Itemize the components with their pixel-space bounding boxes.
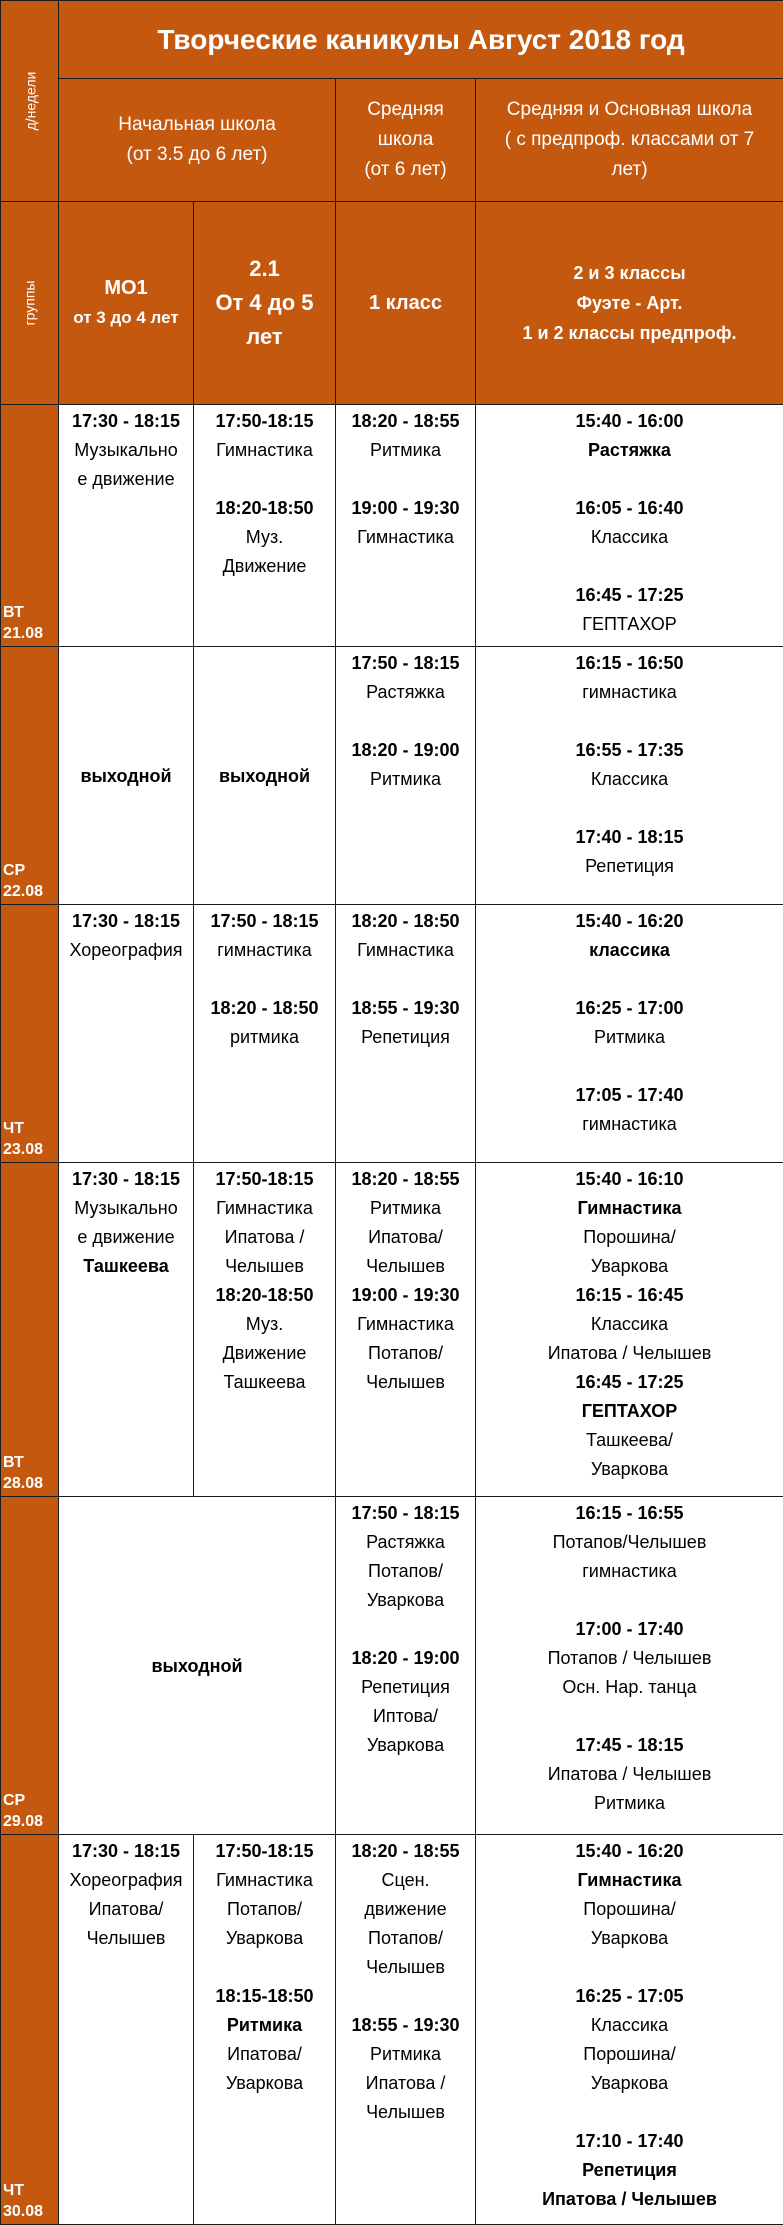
week-column-label: д/недели (1, 1, 59, 202)
slot-text: Гимнастика (194, 1866, 335, 1895)
slot-text: Потапов/Челышев (476, 1528, 783, 1557)
slot-text: Растяжка (336, 1528, 475, 1557)
slot-time-or-title: 18:20 - 18:55 (336, 1165, 475, 1194)
slot-time-or-title: 16:15 - 16:50 (476, 649, 783, 678)
slot-text: Гимнастика (194, 436, 335, 465)
slot-time-or-title: 19:00 - 19:30 (336, 494, 475, 523)
slot-text: Сцен. (336, 1866, 475, 1895)
spacer (194, 1953, 335, 1982)
slot-time-or-title: 18:55 - 19:30 (336, 2011, 475, 2040)
spacer (476, 1052, 783, 1081)
slot-text: Растяжка (336, 678, 475, 707)
slot-time-or-title: 16:45 - 17:25 (476, 1368, 783, 1397)
slot-time-or-title: Растяжка (476, 436, 783, 465)
slot-text: Потапов / Челышев (476, 1644, 783, 1673)
slot-text: Потапов/ (336, 1924, 475, 1953)
slot-time-or-title: 17:05 - 17:40 (476, 1081, 783, 1110)
slot-time-or-title: 17:30 - 18:15 (59, 1165, 193, 1194)
slot-text: Ипатова / (336, 2069, 475, 2098)
slot-time-or-title: 17:50 - 18:15 (336, 1499, 475, 1528)
slot-cell (476, 1497, 783, 1835)
slot-time-or-title: 18:20 - 19:00 (336, 1644, 475, 1673)
day-off-cell (194, 647, 336, 905)
slot-time-or-title: 18:20-18:50 (194, 1281, 335, 1310)
slot-text: Классика (476, 1310, 783, 1339)
slot-time-or-title: 15:40 - 16:10 (476, 1165, 783, 1194)
slot-time-or-title: 18:20 - 19:00 (336, 736, 475, 765)
slot-text: Ипатова / Челышев (476, 1339, 783, 1368)
spacer (476, 465, 783, 494)
slot-text: Челышев (336, 1953, 475, 1982)
slot-text: Потапов/ (194, 1895, 335, 1924)
slot-cell (59, 905, 194, 1163)
spacer (336, 465, 475, 494)
section-primary-school: Начальная школа (от 3.5 до 6 лет) (59, 79, 336, 202)
group-2-1: 2.1 От 4 до 5 лет (194, 202, 336, 405)
slot-text: гимнастика (476, 1110, 783, 1139)
slot-text: Иптова/ (336, 1702, 475, 1731)
slot-text: Порошина/ (476, 1223, 783, 1252)
slot-time-or-title: 17:40 - 18:15 (476, 823, 783, 852)
slot-text: ритмика (194, 1023, 335, 1052)
slot-time-or-title: 17:30 - 18:15 (59, 1837, 193, 1866)
page-title: Творческие каникулы Август 2018 год (59, 1, 783, 79)
slot-time-or-title: Ташкеева (59, 1252, 193, 1281)
slot-text: Ритмика (476, 1023, 783, 1052)
spacer (336, 1982, 475, 2011)
slot-text: Челышев (336, 1368, 475, 1397)
spacer (194, 465, 335, 494)
day-row-2 (1, 647, 783, 905)
slot-text: Репетиция (336, 1673, 475, 1702)
day-label: СР 29.08 (1, 1497, 59, 1835)
spacer (476, 2098, 783, 2127)
slot-cell (194, 1163, 336, 1497)
slot-text: Ритмика (336, 436, 475, 465)
slot-time-or-title: классика (476, 936, 783, 965)
slot-text: Челышев (194, 1252, 335, 1281)
slot-text: Ипатова/ (59, 1895, 193, 1924)
slot-text: Челышев (336, 1252, 475, 1281)
slot-time-or-title: 17:45 - 18:15 (476, 1731, 783, 1760)
day-row-4 (1, 1163, 783, 1497)
slot-time-or-title: 18:20 - 18:55 (336, 407, 475, 436)
slot-time-or-title: 15:40 - 16:20 (476, 907, 783, 936)
spacer (336, 707, 475, 736)
section-senior-school: Средняя и Основная школа ( с предпроф. классами от 7 лет) (476, 79, 783, 202)
slot-time-or-title: 17:10 - 17:40 (476, 2127, 783, 2156)
spacer (336, 965, 475, 994)
slot-cell (59, 1163, 194, 1497)
slot-time-or-title: 16:55 - 17:35 (476, 736, 783, 765)
slot-text: Гимнастика (336, 1310, 475, 1339)
slot-text: Ипатова / (194, 1223, 335, 1252)
slot-text: движение (336, 1895, 475, 1924)
day-row-1 (1, 405, 783, 647)
group-1-class: 1 класс (336, 202, 476, 405)
slot-text: Ритмика (336, 765, 475, 794)
spacer (476, 552, 783, 581)
slot-text: Ритмика (476, 1789, 783, 1818)
slot-text: Челышев (59, 1924, 193, 1953)
slot-time-or-title: 16:25 - 17:05 (476, 1982, 783, 2011)
slot-cell (194, 405, 336, 647)
slot-text: Челышев (336, 2098, 475, 2127)
slot-cell (336, 1835, 476, 2225)
slot-text: гимнастика (476, 1557, 783, 1586)
slot-text: Муз. (194, 1310, 335, 1339)
slot-time-or-title: 16:15 - 16:55 (476, 1499, 783, 1528)
slot-cell (336, 647, 476, 905)
slot-text: Репетиция (336, 1023, 475, 1052)
slot-time-or-title: Репетиция (476, 2156, 783, 2185)
slot-time-or-title: 17:50-18:15 (194, 407, 335, 436)
day-label: СР 22.08 (1, 647, 59, 905)
slot-text: гимнастика (476, 678, 783, 707)
slot-cell (336, 905, 476, 1163)
slot-time-or-title: Гимнастика (476, 1866, 783, 1895)
group-2-3-classes: 2 и 3 классы Фуэте - Арт. 1 и 2 классы предпроф. (476, 202, 783, 405)
spacer (336, 1615, 475, 1644)
spacer (476, 1586, 783, 1615)
slot-time-or-title: Ипатова / Челышев (476, 2185, 783, 2214)
slot-text: Муз. (194, 523, 335, 552)
slot-time-or-title: 16:15 - 16:45 (476, 1281, 783, 1310)
slot-text: Осн. Нар. танца (476, 1673, 783, 1702)
slot-cell (476, 1163, 783, 1497)
slot-text: Потапов/ (336, 1557, 475, 1586)
day-row-5 (1, 1497, 783, 1835)
slot-time-or-title: 17:50 - 18:15 (194, 907, 335, 936)
slot-text: Гимнастика (194, 1194, 335, 1223)
slot-text: Уваркова (476, 1252, 783, 1281)
slot-text: Классика (476, 523, 783, 552)
slot-time-or-title: 18:20 - 18:50 (336, 907, 475, 936)
slot-text: Ташкеева/ (476, 1426, 783, 1455)
slot-cell (59, 1835, 194, 2225)
slot-text: Ипатова/ (336, 1223, 475, 1252)
slot-time-or-title: 15:40 - 16:00 (476, 407, 783, 436)
slot-text: ГЕПТАХОР (476, 610, 783, 639)
spacer (476, 1953, 783, 1982)
slot-text: Ташкеева (194, 1368, 335, 1397)
slot-time-or-title: 17:50-18:15 (194, 1837, 335, 1866)
groups-column-label: группы (1, 202, 59, 405)
slot-text: Движение (194, 1339, 335, 1368)
slot-time-or-title: 17:30 - 18:15 (59, 907, 193, 936)
slot-text: Ритмика (336, 1194, 475, 1223)
slot-time-or-title: 18:20 - 18:55 (336, 1837, 475, 1866)
slot-time-or-title: 19:00 - 19:30 (336, 1281, 475, 1310)
day-label: ЧТ 30.08 (1, 1835, 59, 2225)
slot-cell (476, 1835, 783, 2225)
slot-time-or-title: 18:20-18:50 (194, 494, 335, 523)
slot-text: Гимнастика (336, 936, 475, 965)
slot-time-or-title: 18:55 - 19:30 (336, 994, 475, 1023)
slot-text: Репетиция (476, 852, 783, 881)
slot-cell (194, 1835, 336, 2225)
day-label: ВТ 28.08 (1, 1163, 59, 1497)
slot-cell (336, 1497, 476, 1835)
slot-cell (59, 405, 194, 647)
spacer (194, 965, 335, 994)
slot-time-or-title: 16:05 - 16:40 (476, 494, 783, 523)
day-off-cell (59, 1497, 336, 1835)
slot-time-or-title: ГЕПТАХОР (476, 1397, 783, 1426)
slot-text: Уваркова (194, 2069, 335, 2098)
slot-time-or-title: 16:45 - 17:25 (476, 581, 783, 610)
slot-time-or-title: 18:20 - 18:50 (194, 994, 335, 1023)
slot-time-or-title: Ритмика (194, 2011, 335, 2040)
slot-text: Уваркова (476, 1924, 783, 1953)
slot-text: Классика (476, 2011, 783, 2040)
slot-text: е движение (59, 1223, 193, 1252)
slot-cell (476, 905, 783, 1163)
spacer (476, 965, 783, 994)
slot-cell (476, 405, 783, 647)
slot-cell (336, 405, 476, 647)
slot-cell (194, 905, 336, 1163)
slot-text: Уваркова (194, 1924, 335, 1953)
slot-text: Ритмика (336, 2040, 475, 2069)
spacer (476, 794, 783, 823)
slot-text: Уваркова (476, 2069, 783, 2098)
day-off-cell (59, 647, 194, 905)
slot-text: Уваркова (476, 1455, 783, 1484)
slot-text: Порошина/ (476, 2040, 783, 2069)
slot-text: Уваркова (336, 1586, 475, 1615)
section-middle-school: Средняя школа (от 6 лет) (336, 79, 476, 202)
slot-text: Гимнастика (336, 523, 475, 552)
slot-time-or-title: 17:50 - 18:15 (336, 649, 475, 678)
slot-time-or-title: 17:00 - 17:40 (476, 1615, 783, 1644)
slot-text: Уваркова (336, 1731, 475, 1760)
slot-time-or-title: Гимнастика (476, 1194, 783, 1223)
slot-time-or-title: 15:40 - 16:20 (476, 1837, 783, 1866)
slot-text: Музыкально (59, 1194, 193, 1223)
spacer (476, 707, 783, 736)
slot-text: Потапов/ (336, 1339, 475, 1368)
slot-text: Хореография (59, 936, 193, 965)
slot-text: Ипатова / Челышев (476, 1760, 783, 1789)
slot-text: Ипатова/ (194, 2040, 335, 2069)
slot-cell (336, 1163, 476, 1497)
slot-text: е движение (59, 465, 193, 494)
slot-time-or-title: выходной (59, 762, 193, 791)
slot-text: Музыкально (59, 436, 193, 465)
spacer (476, 1702, 783, 1731)
slot-text: Классика (476, 765, 783, 794)
slot-text: гимнастика (194, 936, 335, 965)
slot-time-or-title: 17:30 - 18:15 (59, 407, 193, 436)
slot-time-or-title: 18:15-18:50 (194, 1982, 335, 2011)
day-label: ВТ 21.08 (1, 405, 59, 647)
slot-time-or-title: 17:50-18:15 (194, 1165, 335, 1194)
slot-time-or-title: выходной (59, 1652, 335, 1681)
day-row-3 (1, 905, 783, 1163)
slot-time-or-title: 16:25 - 17:00 (476, 994, 783, 1023)
day-row-6 (1, 1835, 783, 2225)
slot-cell (476, 647, 783, 905)
group-mo1: МО1 от 3 до 4 лет (59, 202, 194, 405)
slot-text: Движение (194, 552, 335, 581)
slot-time-or-title: выходной (194, 762, 335, 791)
slot-text: Порошина/ (476, 1895, 783, 1924)
slot-text: Хореография (59, 1866, 193, 1895)
day-label: ЧТ 23.08 (1, 905, 59, 1163)
